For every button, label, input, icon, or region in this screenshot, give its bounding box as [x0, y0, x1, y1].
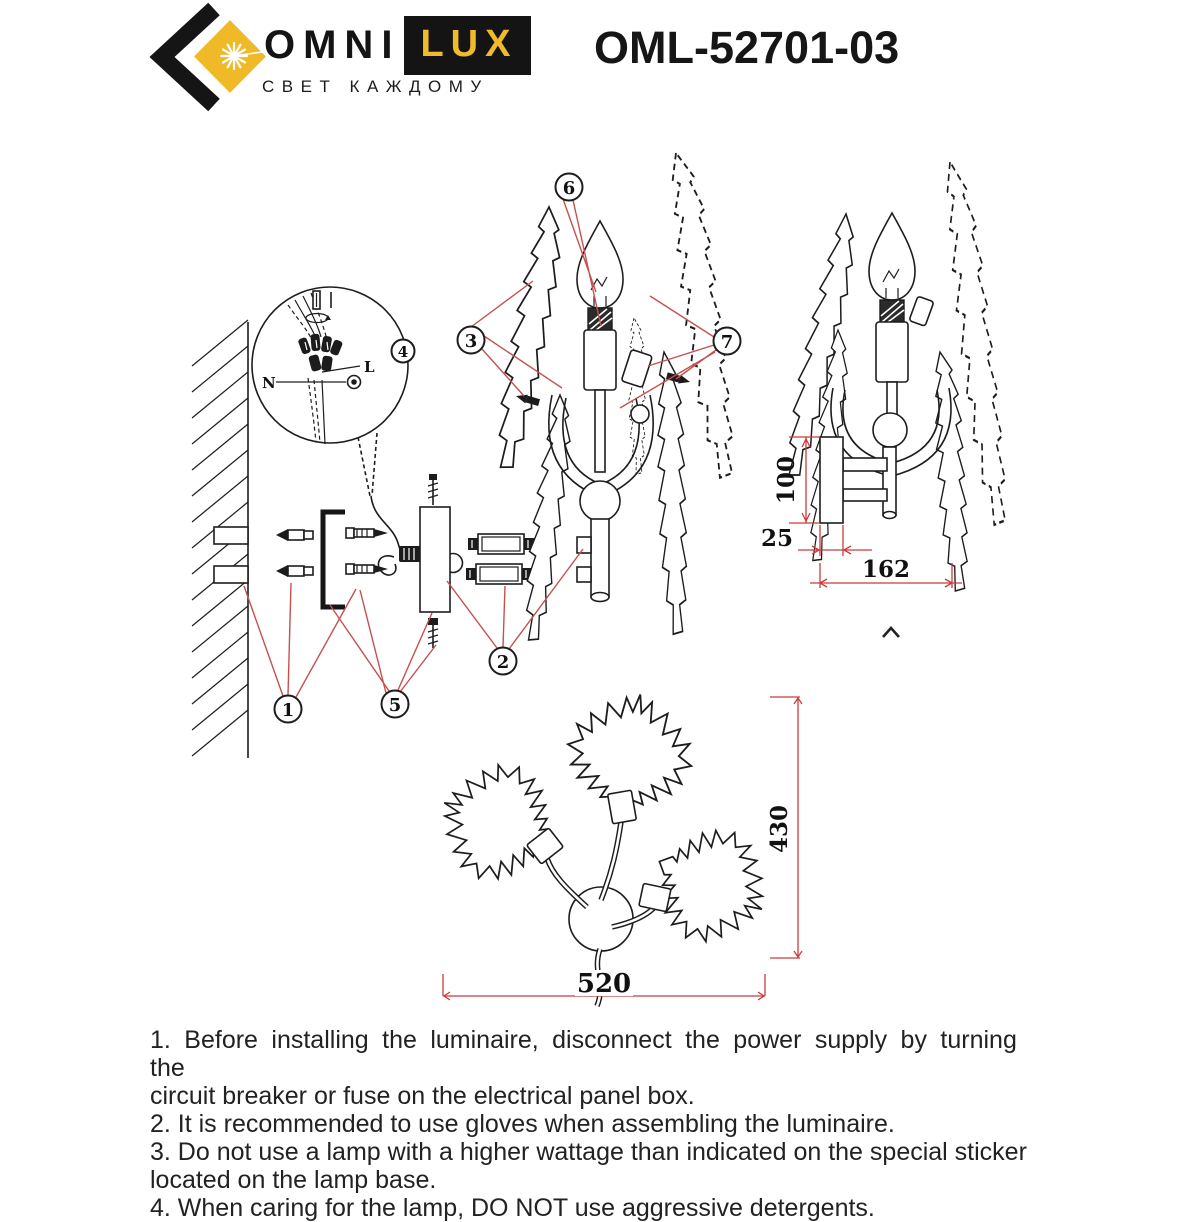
wall-drill-hole — [214, 566, 248, 583]
maple-leaf — [635, 809, 786, 962]
callout-leader-lines — [244, 199, 716, 697]
dimension-depth — [810, 556, 962, 588]
omnilux-logo-icon — [146, 4, 266, 108]
decor-leaf — [626, 318, 649, 475]
instruction-line: circuit breaker or fuse on the electrical panel box. — [150, 1082, 695, 1110]
plate-screw — [428, 618, 438, 648]
brand-lux: LUX — [420, 23, 518, 65]
bracket-screw — [346, 528, 388, 538]
svg-text:7: 7 — [720, 332, 734, 353]
callout-7 — [714, 328, 741, 355]
svg-text:4: 4 — [397, 343, 409, 361]
wall-plate-side — [820, 437, 843, 523]
plate-screw — [428, 474, 438, 505]
svg-text:100: 100 — [773, 455, 800, 505]
instruction-line: 1. Before installing the luminaire, disconnect the power supply by turning the — [150, 1026, 1017, 1082]
leaf-clamp — [621, 349, 652, 387]
lamp-front-view — [424, 684, 802, 1006]
svg-text:430: 430 — [766, 804, 793, 854]
mounting-hardware — [276, 474, 534, 648]
instruction-line: 3. Do not use a lamp with a higher wattage than indicated on the special sticker — [150, 1138, 1027, 1166]
callout-2 — [490, 648, 517, 675]
svg-text:162: 162 — [861, 556, 911, 583]
svg-text:3: 3 — [464, 331, 478, 352]
model-number: OML-52701-03 — [594, 22, 900, 73]
svg-text:25: 25 — [760, 525, 794, 552]
svg-text:5: 5 — [388, 695, 402, 716]
wall-arm — [843, 489, 887, 501]
safety-instructions — [150, 1026, 1052, 1222]
instruction-line: 4. When caring for the lamp, DO NOT use aggressive detergents. — [150, 1194, 875, 1222]
mounting-plate — [420, 507, 450, 612]
lamp-hub — [580, 481, 620, 521]
brand-tagline: СВЕТ КАЖДОМУ — [262, 77, 489, 96]
spacer-cylinder — [468, 534, 534, 554]
installation-diagram — [0, 130, 1200, 1030]
svg-text:6: 6 — [562, 178, 576, 199]
candle-bulb-and-socket — [869, 213, 915, 382]
wall-drill-hole — [214, 527, 248, 544]
decor-leaf — [520, 394, 575, 643]
decor-leaf — [650, 351, 694, 634]
maple-leaf — [424, 747, 573, 898]
lamp-stem — [595, 390, 605, 472]
wall-arm — [843, 458, 887, 471]
lamp-side-view — [761, 159, 1019, 637]
wall-anchor — [276, 565, 313, 577]
brand-lux-box — [404, 16, 531, 75]
svg-text:1: 1 — [281, 700, 295, 721]
wall-anchor — [276, 529, 313, 541]
omnilux-logo — [146, 4, 566, 108]
callout-5 — [382, 691, 409, 718]
instruction-line: located on the lamp base. — [150, 1166, 437, 1194]
leaf-clamp — [608, 790, 637, 824]
line-wire-label: L — [364, 358, 375, 376]
wall-section — [192, 320, 248, 758]
spacer-cylinder — [466, 564, 532, 584]
wiring-detail — [252, 287, 415, 496]
mounting-bracket — [323, 512, 345, 607]
leaf-clamp — [639, 883, 671, 911]
caret-mark — [883, 628, 899, 637]
leaf-clamp — [909, 296, 934, 326]
dimension-front-width — [443, 969, 765, 1000]
lamp-tube — [591, 519, 609, 597]
callout-3 — [458, 327, 485, 354]
callout-1 — [275, 696, 302, 723]
instruction-line: 2. It is recommended to use gloves when assembling the luminaire. — [150, 1110, 895, 1138]
brand-omni: OMNI — [264, 23, 401, 67]
dimension-front-height — [766, 697, 802, 958]
callout-6 — [556, 174, 583, 201]
callout-4 — [392, 340, 415, 363]
svg-text:2: 2 — [496, 652, 510, 673]
svg-text:520: 520 — [576, 969, 632, 999]
neutral-wire-label: N — [262, 374, 276, 392]
wire-connector — [399, 546, 421, 562]
